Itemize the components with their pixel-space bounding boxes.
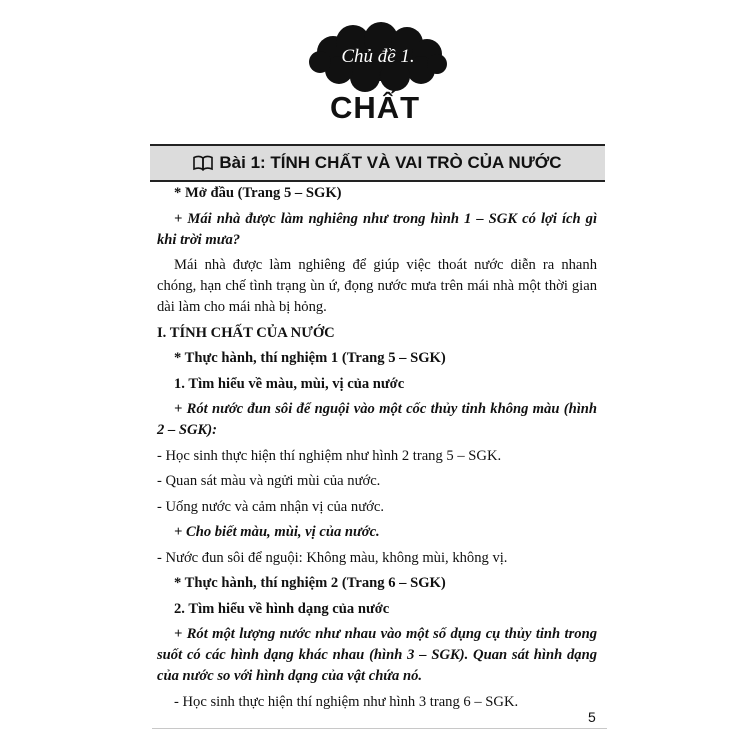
- topic-label: Chủ đề 1.: [341, 46, 415, 67]
- experiment-heading: * Thực hành, thí nghiệm 1 (Trang 5 – SGK): [174, 350, 446, 366]
- answer-text: Mái nhà được làm nghiêng để giúp việc thoát nước diễn ra nhanh chóng, hạn chế tình trạng ùn ứ, đọng nước mưa trên mái nhà một thời gian dài làm cho mái nhà bị hỏng.: [157, 257, 597, 315]
- list-item: - Quan sát màu và ngửi mùi của nước.: [157, 473, 381, 489]
- lesson-content: [157, 183, 597, 717]
- section-heading: I. TÍNH CHẤT CỦA NƯỚC: [157, 324, 335, 341]
- list-item: - Nước đun sôi để nguội: Không màu, không mùi, không vị.: [157, 549, 508, 566]
- lesson-header-bar: [150, 144, 605, 182]
- experiment-heading: * Thực hành, thí nghiệm 2 (Trang 6 – SGK): [174, 575, 446, 591]
- page-number: 5: [588, 709, 596, 725]
- page-edge-line: [152, 728, 607, 729]
- subsection-heading: 1. Tìm hiểu về màu, mùi, vị của nước: [174, 375, 405, 392]
- book-icon: [193, 155, 213, 171]
- intro-heading: * Mở đầu (Trang 5 – SGK): [174, 185, 342, 201]
- list-item: - Học sinh thực hiện thí nghiệm như hình 2 trang 5 – SGK.: [157, 447, 502, 464]
- chapter-title: CHẤT: [329, 90, 421, 125]
- question-text: + Cho biết màu, mùi, vị của nước.: [174, 524, 380, 540]
- topic-badge: [303, 22, 453, 94]
- list-item: - Uống nước và cảm nhận vị của nước.: [157, 498, 384, 515]
- lesson-title: Bài 1: TÍNH CHẤT VÀ VAI TRÒ CỦA NƯỚC: [219, 153, 562, 172]
- subsection-heading: 2. Tìm hiểu về hình dạng của nước: [174, 600, 390, 617]
- list-item: - Học sinh thực hiện thí nghiệm như hình 3 trang 6 – SGK.: [174, 693, 519, 710]
- instruction-text: + Rót nước đun sôi để nguội vào một cốc thủy tinh không màu (hình 2 – SGK):: [157, 401, 597, 438]
- instruction-text: + Rót một lượng nước như nhau vào một số dụng cụ thủy tinh trong suốt có các hình dạng khác nhau (hình 3 – SGK). Quan sát hình dạng của nước so với hình dạng của vật chứa nó.: [157, 626, 597, 684]
- question-text: + Mái nhà được làm nghiêng như trong hình 1 – SGK có lợi ích gì khi trời mưa?: [157, 210, 597, 248]
